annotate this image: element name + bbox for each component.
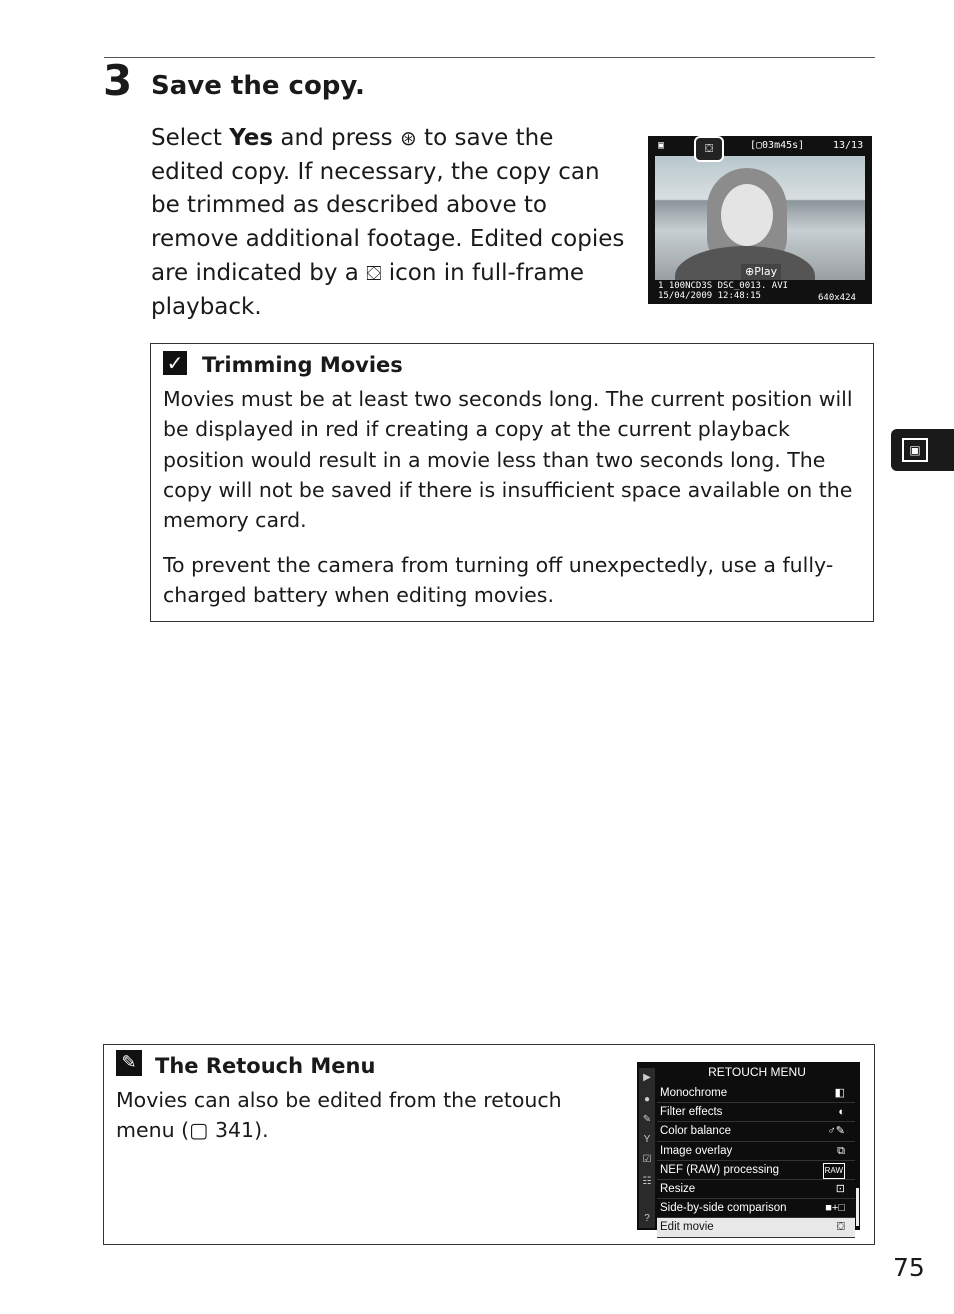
monochrome-icon: ◧ xyxy=(834,1087,845,1099)
frame-size: 640x424 xyxy=(818,293,856,303)
retouch-tab-icon: ☑ xyxy=(642,1154,652,1165)
retouch-menu-screen-illustration xyxy=(637,1062,860,1234)
top-rule xyxy=(104,57,875,58)
shooting-tab-icon: ● xyxy=(643,1094,651,1105)
menu-title: RETOUCH MENU xyxy=(708,1065,806,1079)
frame-counter: 13/13 xyxy=(833,140,864,151)
note-title: Trimming Movies xyxy=(202,353,403,377)
trimming-movies-note xyxy=(150,343,874,622)
ok-button-icon: ⊛ xyxy=(399,126,417,150)
movie-duration: [▢03m45s] xyxy=(750,140,805,151)
menu-item-nef-raw-processing: NEF (RAW) processing RAW xyxy=(657,1161,855,1180)
page-number: 75 xyxy=(893,1253,925,1282)
menu-item-side-by-side: Side-by-side comparison ■+□ xyxy=(657,1199,855,1218)
menu-item-monochrome: Monochrome ◧ xyxy=(657,1084,855,1103)
pencil-icon: ✎ xyxy=(116,1050,142,1076)
step-instructions: Select Yes and press ⊛ to save the edited copy. If necessary, the copy can be trimmed as described above to remove additional footage. Edited copies are indicated by a ⛋ icon in full-frame playback. xyxy=(151,125,625,320)
step-title: Save the copy. xyxy=(151,71,365,101)
menu-item-image-overlay: Image overlay ⧉ xyxy=(657,1142,855,1161)
recent-settings-tab-icon: ☷ xyxy=(642,1176,652,1187)
menu-item-filter-effects: Filter effects ◐ xyxy=(657,1103,855,1122)
note-paragraph-1: Movies must be at least two seconds long. The current position will be displayed in red if creating a copy at the current playback position would result in a movie less than two seconds long. The copy will not be saved if there is insufficient space available on the memory card. xyxy=(163,387,853,533)
playback-photo xyxy=(655,156,865,280)
filter-effects-icon: ◐ xyxy=(838,1106,845,1119)
file-info xyxy=(658,282,788,301)
image-overlay-icon: ⧉ xyxy=(837,1144,845,1157)
edited-copy-icon: ⛋ xyxy=(694,136,724,162)
help-tab-icon: ? xyxy=(644,1213,650,1224)
setup-tab-icon: Y xyxy=(643,1134,651,1145)
menu-scrollbar xyxy=(856,1188,859,1226)
play-label: ⊕Play xyxy=(741,264,781,280)
edited-movie-icon: ⛋ xyxy=(366,260,382,285)
menu-item-color-balance: Color balance ♂✎ xyxy=(657,1122,855,1141)
step-number: 3 xyxy=(103,56,133,105)
menu-item-edit-movie: Edit movie ⛋ xyxy=(657,1218,855,1237)
playback-mode-icon: ▣ xyxy=(658,140,665,151)
resize-icon: ⊡ xyxy=(835,1182,845,1195)
retouch-note-body: Movies can also be edited from the retouch menu (▢ 341). xyxy=(116,1088,562,1143)
menu-items xyxy=(657,1084,855,1238)
note-paragraph-2: To prevent the camera from turning off unexpectedly, use a fully-charged battery when editing movies. xyxy=(163,553,834,608)
menu-side-tabs xyxy=(639,1068,655,1228)
custom-settings-tab-icon: ✎ xyxy=(642,1114,652,1125)
chapter-side-tab xyxy=(891,429,954,471)
playback-tab-icon: ▶ xyxy=(643,1072,651,1083)
color-balance-icon: ♂✎ xyxy=(827,1125,845,1138)
side-by-side-icon: ■+□ xyxy=(825,1202,845,1215)
caution-check-icon: ✓ xyxy=(163,351,187,375)
edit-movie-icon: ⛋ xyxy=(836,1221,845,1234)
playback-screen-illustration xyxy=(648,136,872,304)
playback-topbar xyxy=(648,138,872,154)
file-info-line-2: 15/04/2009 12:48:15 xyxy=(658,290,761,301)
movie-chapter-icon: ▣ xyxy=(902,438,928,462)
menu-item-resize: Resize ⊡ xyxy=(657,1180,855,1199)
file-info-line-1: 1 100NCD3S DSC_0013. AVI xyxy=(658,281,789,291)
portrait-face xyxy=(721,184,773,246)
retouch-note-title: The Retouch Menu xyxy=(155,1054,376,1078)
raw-processing-icon: RAW xyxy=(823,1163,845,1179)
